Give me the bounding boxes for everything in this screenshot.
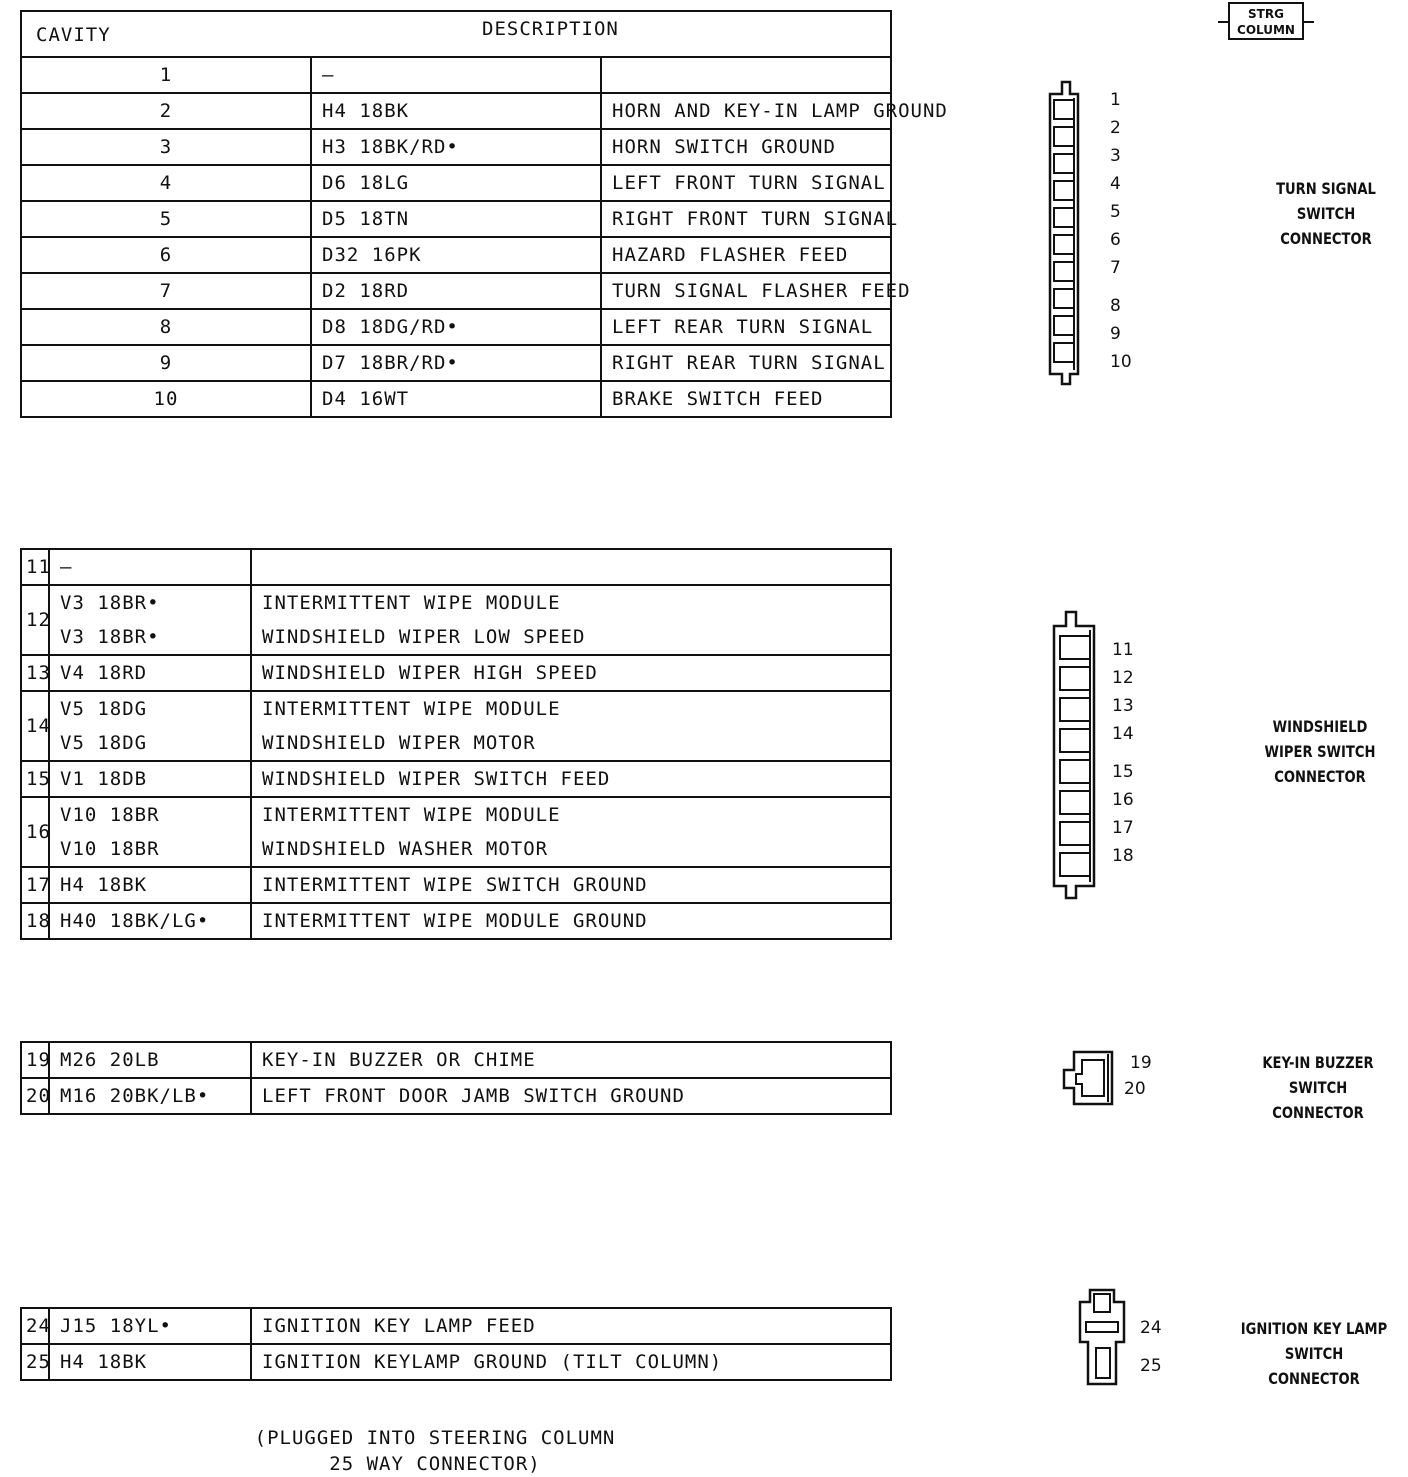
description-cell [601,309,891,345]
pin-4: 4 [1110,174,1121,194]
cavity-number: 2 [21,93,311,129]
wire-cell [311,345,601,381]
description-cell [601,129,891,165]
description-cell [251,585,891,655]
wire-cell [311,273,601,309]
description-cell [601,93,948,129]
circuit-description: INTERMITTENT WIPE MODULE [262,592,561,614]
circuit-description [612,58,880,92]
connector-terminal [1060,667,1090,690]
connector-terminal [1060,791,1090,814]
table-row [21,1078,891,1114]
circuit-description: INTERMITTENT WIPE MODULE [262,698,561,720]
turn-signal-label-3: CONNECTOR [1280,229,1372,248]
wire-code: H40 18BK/LG• [60,910,210,932]
cavity-number: 8 [21,309,311,345]
connector-terminal [1060,729,1090,752]
table-row [21,549,891,585]
description-cell [601,57,891,93]
description-cell [601,345,891,381]
pin-11: 11 [1112,640,1134,660]
pin-3: 3 [1110,146,1121,166]
table-row [21,237,891,273]
cavity-number: 3 [21,129,311,165]
wire-code: V10 18BR [60,804,160,826]
wire-code: J15 18YL• [60,1315,172,1337]
circuit-description: RIGHT REAR TURN SIGNAL [612,352,886,374]
description-cell [251,1344,891,1380]
wire-cell [49,761,251,797]
connector-terminal [1054,100,1074,119]
pin-7: 7 [1110,258,1121,278]
wire-code: H4 18BK [322,100,410,122]
strg-line-1: STRG [1248,7,1284,21]
cavity-table-2 [20,548,892,940]
pin-1: 1 [1110,90,1121,110]
table-header [21,11,891,57]
circuit-description: WINDSHIELD WASHER MOTOR [262,838,549,860]
description-cell [251,1042,891,1078]
strg-line-2: COLUMN [1237,23,1295,37]
wire-cell [311,93,601,129]
cavity-table-1 [20,10,948,418]
table-row [21,867,891,903]
pin-10: 10 [1110,352,1132,372]
note-line-2: 25 WAY CONNECTOR) [329,1453,541,1475]
note-line-1: (PLUGGED INTO STEERING COLUMN [254,1427,616,1449]
circuit-description: TURN SIGNAL FLASHER FEED [612,280,911,302]
pin-19: 19 [1130,1053,1152,1073]
description-cell [251,1078,891,1114]
wire-cell [49,867,251,903]
circuit-description: LEFT REAR TURN SIGNAL [612,316,874,338]
ignition-label-2: SWITCH CONNECTOR [1268,1344,1360,1388]
wire-code: V1 18DB [60,768,148,790]
wire-code: — [322,64,335,86]
cavity-number: 25 [21,1344,49,1380]
wire-code: D2 18RD [322,280,410,302]
table-row [21,761,891,797]
table-row [21,309,891,345]
key-in-connector-icon [1060,1048,1120,1108]
wire-cell [49,549,251,585]
cavity-number: 9 [21,345,311,381]
description-cell [251,1308,891,1344]
description-cell [251,761,891,797]
connector-terminal [1054,154,1074,173]
pin-18: 18 [1112,846,1134,866]
table-row [21,691,891,761]
table-row [21,655,891,691]
wire-cell [49,797,251,867]
circuit-description: HAZARD FLASHER FEED [612,244,849,266]
description-header: DESCRIPTION [482,18,619,40]
wire-code: D6 18LG [322,172,410,194]
connector-terminal [1054,208,1074,227]
key-in-label-1: KEY-IN BUZZER [1262,1053,1374,1072]
connector-terminal [1054,235,1074,254]
wire-code: V3 18BR• [60,626,160,648]
connector-terminal [1060,698,1090,721]
cavity-number: 6 [21,237,311,273]
cavity-table-4 [20,1307,892,1381]
key-in-label [1243,1050,1394,1125]
turn-signal-label-2: SWITCH [1296,204,1356,223]
ignition-label-1: IGNITION KEY LAMP [1240,1319,1388,1338]
strg-column-box [1228,2,1304,40]
pin-2: 2 [1110,118,1121,138]
circuit-description: INTERMITTENT WIPE SWITCH GROUND [262,874,648,896]
turn-signal-connector-icon [1040,78,1110,388]
circuit-description: RIGHT FRONT TURN SIGNAL [612,208,899,230]
cavity-number: 12 [21,585,49,655]
wire-cell [49,903,251,939]
table-row [21,165,891,201]
connector-terminal [1054,262,1074,281]
circuit-description: LEFT FRONT DOOR JAMB SWITCH GROUND [262,1085,685,1107]
description-cell [251,903,891,939]
circuit-description: HORN SWITCH GROUND [612,136,836,158]
table-row [21,129,891,165]
circuit-description: WINDSHIELD WIPER LOW SPEED [262,626,586,648]
description-cell [251,797,891,867]
cavity-number: 17 [21,867,49,903]
wire-code: — [60,556,73,578]
wire-cell [311,381,601,417]
pin-13: 13 [1112,696,1134,716]
windshield-label [1254,714,1385,789]
wire-code: V3 18BR• [60,592,160,614]
wire-code: H4 18BK [60,874,148,896]
table-row [21,797,891,867]
wire-cell [311,129,601,165]
circuit-description: IGNITION KEYLAMP GROUND (TILT COLUMN) [262,1351,723,1373]
wire-cell [311,165,601,201]
description-cell [251,655,891,691]
circuit-description: WINDSHIELD WIPER SWITCH FEED [262,768,611,790]
table-row [21,345,891,381]
cavity-number: 4 [21,165,311,201]
wire-cell [49,1078,251,1114]
wire-cell [49,1344,251,1380]
table-row [21,1308,891,1344]
wire-code: M26 20LB [60,1049,160,1071]
pin-9: 9 [1110,324,1121,344]
cavity-number: 7 [21,273,311,309]
wire-cell [49,1308,251,1344]
table-row [21,93,891,129]
circuit-description: BRAKE SWITCH FEED [612,388,824,410]
pin-25: 25 [1140,1356,1162,1376]
cavity-number: 13 [21,655,49,691]
connector-terminal [1054,343,1074,362]
cavity-number: 10 [21,381,311,417]
circuit-description: KEY-IN BUZZER OR CHIME [262,1049,536,1071]
pin-6: 6 [1110,230,1121,250]
table-row [21,903,891,939]
description-cell [601,201,899,237]
wire-code: V5 18DG [60,698,148,720]
table-row [21,585,891,655]
wire-cell [311,309,601,345]
strg-column-lead-right [1304,21,1314,23]
circuit-description: LEFT FRONT TURN SIGNAL [612,172,886,194]
description-cell [251,549,891,585]
wire-code: D7 18BR/RD• [322,352,459,374]
ignition-label [1237,1316,1391,1391]
wire-cell [311,201,601,237]
pin-12: 12 [1112,668,1134,688]
wire-cell [49,691,251,761]
circuit-description: INTERMITTENT WIPE MODULE GROUND [262,910,648,932]
cavity-number: 15 [21,761,49,797]
circuit-description [262,550,880,584]
table-row [21,381,891,417]
pin-15: 15 [1112,762,1134,782]
turn-signal-label-1: TURN SIGNAL [1276,179,1376,198]
cavity-number: 11 [21,549,49,585]
table-row [21,1344,891,1380]
description-cell [601,273,911,309]
connector-terminal [1054,181,1074,200]
pin-17: 17 [1112,818,1134,838]
connector-terminal [1054,127,1074,146]
circuit-description: WINDSHIELD WIPER HIGH SPEED [262,662,598,684]
wire-code: V5 18DG [60,732,148,754]
cavity-header: CAVITY [36,24,111,46]
cavity-number: 20 [21,1078,49,1114]
connector-note [200,1425,670,1477]
connector-terminal [1060,760,1090,783]
cavity-number: 5 [21,201,311,237]
wire-code: H3 18BK/RD• [322,136,459,158]
wire-cell [49,1042,251,1078]
cavity-number: 18 [21,903,49,939]
windshield-label-1: WINDSHIELD [1272,717,1368,736]
wire-code: M16 20BK/LB• [60,1085,210,1107]
description-cell [251,867,891,903]
wire-cell [311,237,601,273]
wire-cell [311,57,601,93]
table-row [21,273,891,309]
pin-16: 16 [1112,790,1134,810]
wire-cell [49,655,251,691]
windshield-label-3: CONNECTOR [1274,767,1366,786]
turn-signal-label [1260,176,1391,251]
pin-20: 20 [1124,1079,1146,1099]
cavity-number: 19 [21,1042,49,1078]
cavity-number: 14 [21,691,49,761]
strg-column-lead-left [1218,21,1228,23]
ignition-connector-icon [1076,1286,1136,1390]
wire-code: D8 18DG/RD• [322,316,459,338]
table-row [21,57,891,93]
table-row [21,1042,891,1078]
connector-terminal [1060,636,1090,659]
wire-code: V4 18RD [60,662,148,684]
cavity-number: 24 [21,1308,49,1344]
wire-code: H4 18BK [60,1351,148,1373]
wire-code: V10 18BR [60,838,160,860]
key-in-label-2: SWITCH CONNECTOR [1272,1078,1364,1122]
wire-code: D32 16PK [322,244,422,266]
connector-terminal [1054,289,1074,308]
wire-code: D5 18TN [322,208,410,230]
pin-8: 8 [1110,296,1121,316]
description-cell [251,691,891,761]
circuit-description: INTERMITTENT WIPE MODULE [262,804,561,826]
connector-terminal [1060,853,1090,876]
table-row [21,201,891,237]
cavity-table-3 [20,1041,892,1115]
wire-cell [49,585,251,655]
windshield-connector-icon [1048,610,1118,905]
pin-5: 5 [1110,202,1121,222]
circuit-description: HORN AND KEY-IN LAMP GROUND [612,100,948,122]
connector-terminal [1054,316,1074,335]
description-cell [601,237,891,273]
cavity-number: 1 [21,57,311,93]
pin-14: 14 [1112,724,1134,744]
connector-terminal [1060,822,1090,845]
pin-24: 24 [1140,1318,1162,1338]
circuit-description: IGNITION KEY LAMP FEED [262,1315,536,1337]
cavity-number: 16 [21,797,49,867]
wire-code: D4 16WT [322,388,410,410]
circuit-description: WINDSHIELD WIPER MOTOR [262,732,536,754]
description-cell [601,165,891,201]
windshield-label-2: WIPER SWITCH [1264,742,1376,761]
description-cell [601,381,891,417]
